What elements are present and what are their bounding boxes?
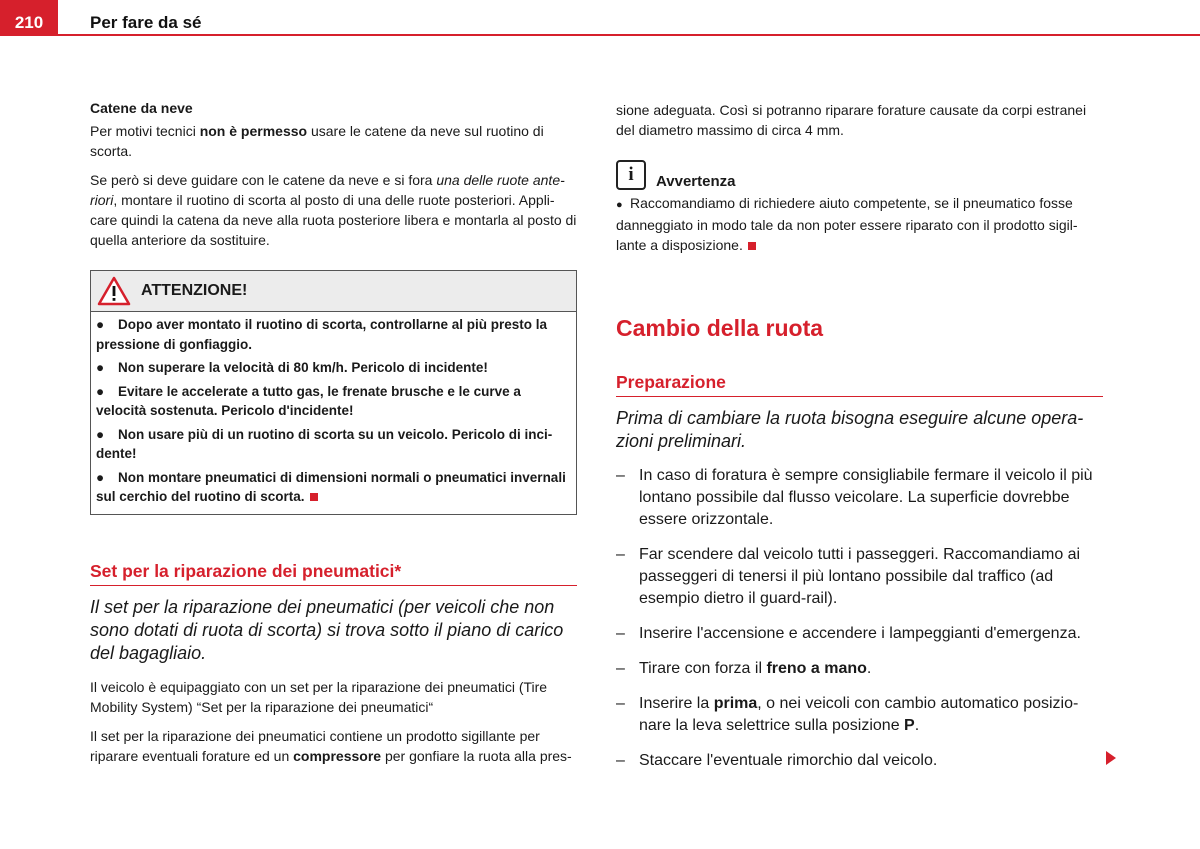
step-item: – Far scendere dal veicolo tutti i passeggeri. Raccomandiamo ai passeggeri di tenersi il più lontano possibile dal traffico (ad esempio dietro il guard-rail).	[616, 546, 1081, 607]
warning-item: ● Non montare pneumatici di dimensioni normali o pneumatici invernali sul cerchio del ruotino di scorta.	[96, 469, 566, 504]
header-rule	[0, 34, 1200, 36]
dash: –	[616, 625, 625, 642]
note-text: ● Raccomandiamo di richiedere aiuto competente, se il pneumatico fosse danneggiato in modo tale da non poter essere riparato con il prodotto sigil-lante a disposizione.	[616, 195, 1078, 253]
warning-item: ● Evitare le accelerate a tutto gas, le frenate brusche e le curve a velocità sostenuta. Pericolo d'incidente!	[96, 383, 521, 418]
snow-chains-paragraph-1: Per motivi tecnici non è permesso usare le catene da neve sul ruotino di scorta.	[90, 123, 544, 159]
left-column	[90, 100, 577, 775]
snow-chains-paragraph-2: Se però si deve guidare con le catene da neve e si fora una delle ruote ante-riori, montare il ruotino di scorta al posto di una delle ruote posteriori. Appli-care quindi la catena da neve alla ruota posteriore libera e montarla al posto di quella anteriore da sostituire.	[90, 172, 577, 248]
snow-chains-heading: Catene da neve	[90, 100, 193, 116]
continue-arrow-icon	[1106, 751, 1116, 765]
end-mark-icon	[310, 493, 318, 501]
dash: –	[616, 467, 625, 484]
bullet-icon: ●	[96, 469, 105, 485]
bullet-icon: ●	[96, 317, 105, 332]
dash: –	[616, 695, 625, 712]
warning-triangle-icon	[97, 276, 131, 306]
note-title: Avvertenza	[656, 173, 736, 190]
chapter-title: Cambio della ruota	[616, 315, 824, 341]
warning-box-header	[91, 271, 576, 312]
step-item: – Inserire la prima, o nei veicoli con cambio automatico posizio-nare la leva selettrice sulla posizione P.	[616, 695, 1079, 734]
dash: –	[616, 752, 625, 769]
right-column	[616, 100, 1103, 785]
warning-box	[90, 270, 577, 515]
continuation-paragraph: sione adeguata. Così si potranno riparare forature causate da corpi estranei del diametro massimo di circa 4 mm.	[616, 102, 1087, 138]
note-header	[616, 160, 1103, 190]
step-item: – Tirare con forza il freno a mano.	[616, 658, 1103, 680]
info-icon: i	[616, 160, 646, 190]
warning-list	[91, 312, 576, 514]
bullet-icon: ●	[96, 426, 105, 442]
preparation-lead: Prima di cambiare la ruota bisogna eseguire alcune opera-zioni preliminari.	[616, 408, 1084, 451]
warning-item: ● Non usare più di un ruotino di scorta su un veicolo. Pericolo di inci-dente!	[96, 426, 553, 461]
warning-item: ● Non superare la velocità di 80 km/h. Pericolo di incidente!	[96, 358, 571, 378]
preparation-heading: Preparazione	[616, 372, 1103, 397]
bullet-icon: ●	[616, 199, 623, 211]
warning-item: ● Dopo aver montato il ruotino di scorta, controllarne al più presto la pressione di gonfiaggio.	[96, 317, 548, 352]
repair-kit-paragraph-1: Il veicolo è equipaggiato con un set per la riparazione dei pneumatici (Tire Mobility System) “Set per la riparazione dei pneumatici“	[90, 678, 548, 715]
repair-kit-heading: Set per la riparazione dei pneumatici*	[90, 561, 577, 586]
running-title: Per fare da sé	[90, 13, 202, 32]
warning-title: ATTENZIONE!	[141, 282, 248, 299]
page-number: 210	[0, 0, 58, 36]
bullet-icon: ●	[96, 360, 105, 375]
dash: –	[616, 660, 625, 677]
step-item: – In caso di foratura è sempre consigliabile fermare il veicolo il più lontano possibile dal flusso veicolare. La superficie dovrebbe essere orizzontale.	[616, 467, 1093, 528]
bullet-icon: ●	[96, 383, 105, 399]
repair-kit-paragraph-2: Il set per la riparazione dei pneumatici contiene un prodotto sigillante per riparare eventuali forature ed un compressore per gonfiare la ruota alla pres-	[90, 727, 572, 764]
step-item: – Staccare l'eventuale rimorchio dal veicolo.	[616, 750, 1103, 772]
end-mark-icon	[748, 242, 756, 250]
repair-kit-lead: Il set per la riparazione dei pneumatici (per veicoli che non sono dotati di ruota di scorta) si trova sotto il piano di carico del bagagliaio.	[90, 596, 564, 663]
step-item: – Inserire l'accensione e accendere i lampeggianti d'emergenza.	[616, 623, 1103, 645]
dash: –	[616, 546, 625, 563]
